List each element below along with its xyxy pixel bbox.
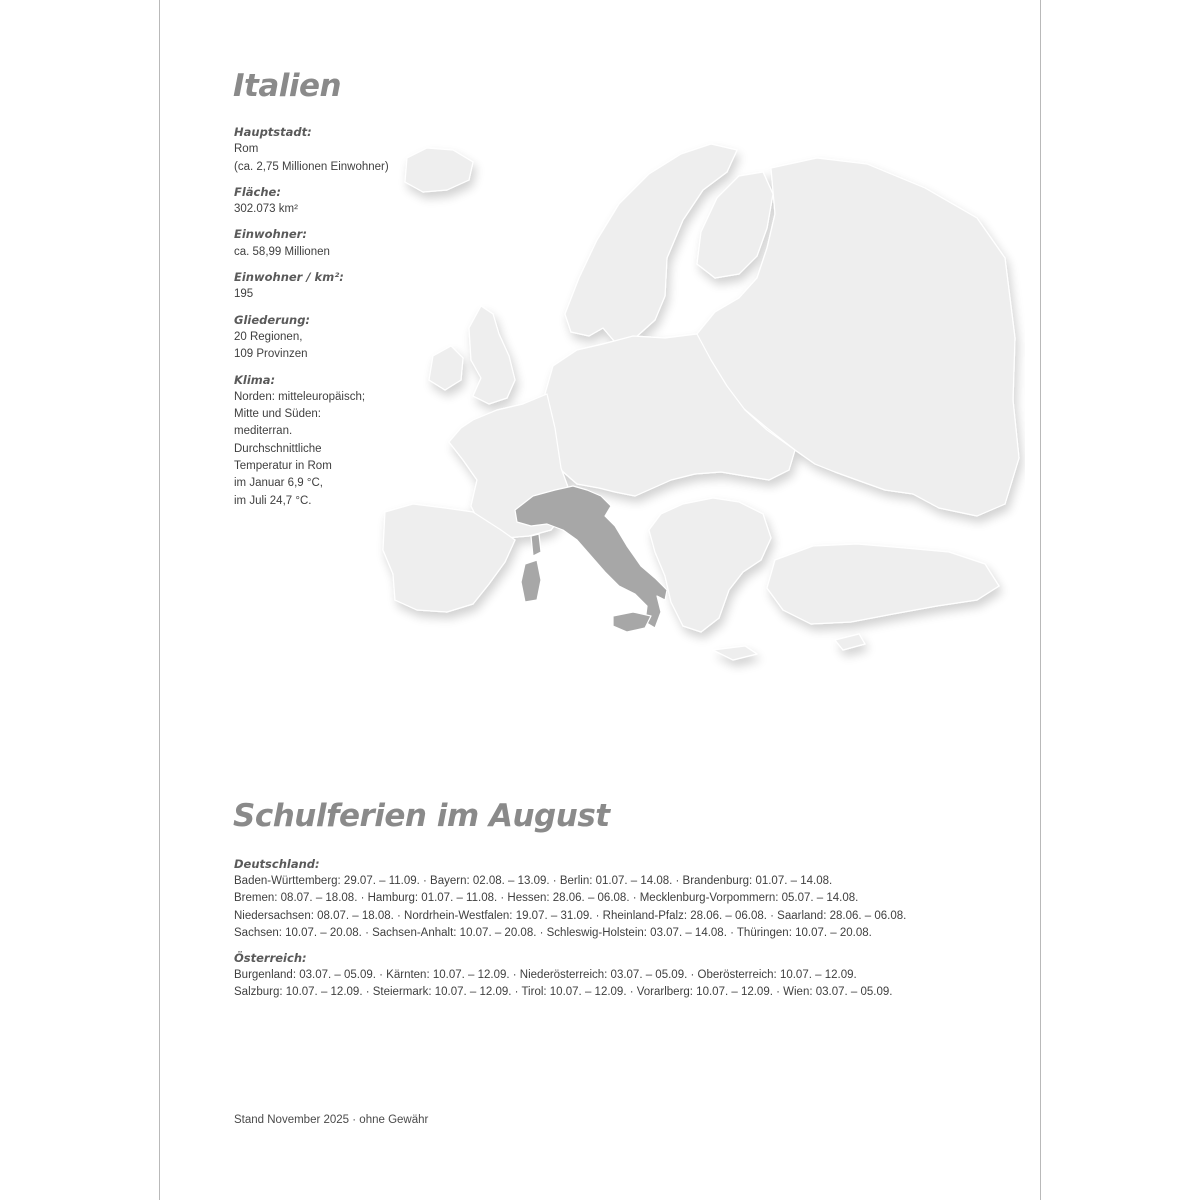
cyprus-shape [835,634,865,650]
fact-label: Einwohner: [234,227,307,242]
holiday-line: Sachsen: 10.07. – 20.08. · Sachsen-Anhalt: 10.07. – 20.08. · Schleswig-Holstein: 03.07. – 14.08. · Thüringen: 10.07. – 20.08. [234,926,872,939]
fact-value: Mitte und Süden: [234,408,321,421]
holiday-group-germany [234,856,1014,942]
balkans-shape [649,498,771,632]
fact-value: 195 [234,288,254,301]
holiday-line: Salzburg: 10.07. – 12.09. · Steiermark: 10.07. – 12.09. · Tirol: 10.07. – 12.09. · Vorarlberg: 10.07. – 12.09. · Wien: 03.07. – 05.09. [234,986,893,999]
region-heading: Deutschland: [234,857,320,871]
fact-label: Fläche: [234,184,281,199]
crete-shape [713,646,757,660]
fact-value: Durchschnittliche [234,442,322,455]
holiday-line: Niedersachsen: 08.07. – 18.08. · Nordrhein-Westfalen: 19.07. – 31.09. · Rheinland-Pfalz: 28.06. – 06.08. · Saarland: 28.06. – 06.08. [234,909,907,922]
fact-label: Klima: [234,372,276,387]
fact-value: Temperatur in Rom [234,460,332,473]
sardinia-shape [521,560,541,602]
fact-label: Hauptstadt: [234,125,312,139]
turkey-shape [767,544,999,624]
holiday-line: Burgenland: 03.07. – 05.09. · Kärnten: 10.07. – 12.09. · Niederösterreich: 03.07. – 05.09. · Oberösterreich: 10.07. – 12.09. [234,969,857,982]
fact-value: 20 Regionen, [234,330,303,343]
fact-value: 109 Provinzen [234,348,308,361]
footer-note: Stand November 2025 · ohne Gewähr [234,1114,429,1126]
region-heading: Österreich: [234,951,307,966]
country-title: Italien [233,68,342,104]
fact-value: Rom [234,143,259,156]
sicily-shape [613,612,651,632]
great-britain-shape [469,306,515,404]
calendar-page [159,0,1041,1200]
ireland-shape [429,346,463,390]
fact-value: im Januar 6,9 °C, [234,477,323,490]
holiday-line: Bremen: 08.07. – 18.08. · Hamburg: 01.07. – 11.08. · Hessen: 28.06. – 06.08. · Mecklenburg-Vorpommern: 05.07. – 14.08. [234,892,859,905]
fact-value: mediterran. [234,425,293,438]
italy-mainland-shape [515,486,667,628]
holiday-line: Baden-Württemberg: 29.07. – 11.09. · Bayern: 02.08. – 13.09. · Berlin: 01.07. – 14.08. · Brandenburg: 01.07. – 14.08. [234,875,833,888]
corsica-shape [531,534,541,556]
fact-value: 302.073 km² [234,203,298,216]
holiday-group-austria [234,950,1014,1002]
fact-value: Norden: mitteleuropäisch; [234,390,366,403]
fact-value: ca. 58,99 Millionen [234,245,330,258]
fact-label: Gliederung: [234,312,311,327]
fact-value: (ca. 2,75 Millionen Einwohner) [234,160,389,173]
holidays-list [234,856,1014,1010]
fact-value: im Juli 24,7 °C. [234,494,312,507]
iceland-shape [405,148,473,192]
finland-shape [697,172,773,278]
fact-label: Einwohner / km²: [234,270,344,285]
europe-map [365,128,1025,678]
holidays-title: Schulferien im August [233,798,610,834]
